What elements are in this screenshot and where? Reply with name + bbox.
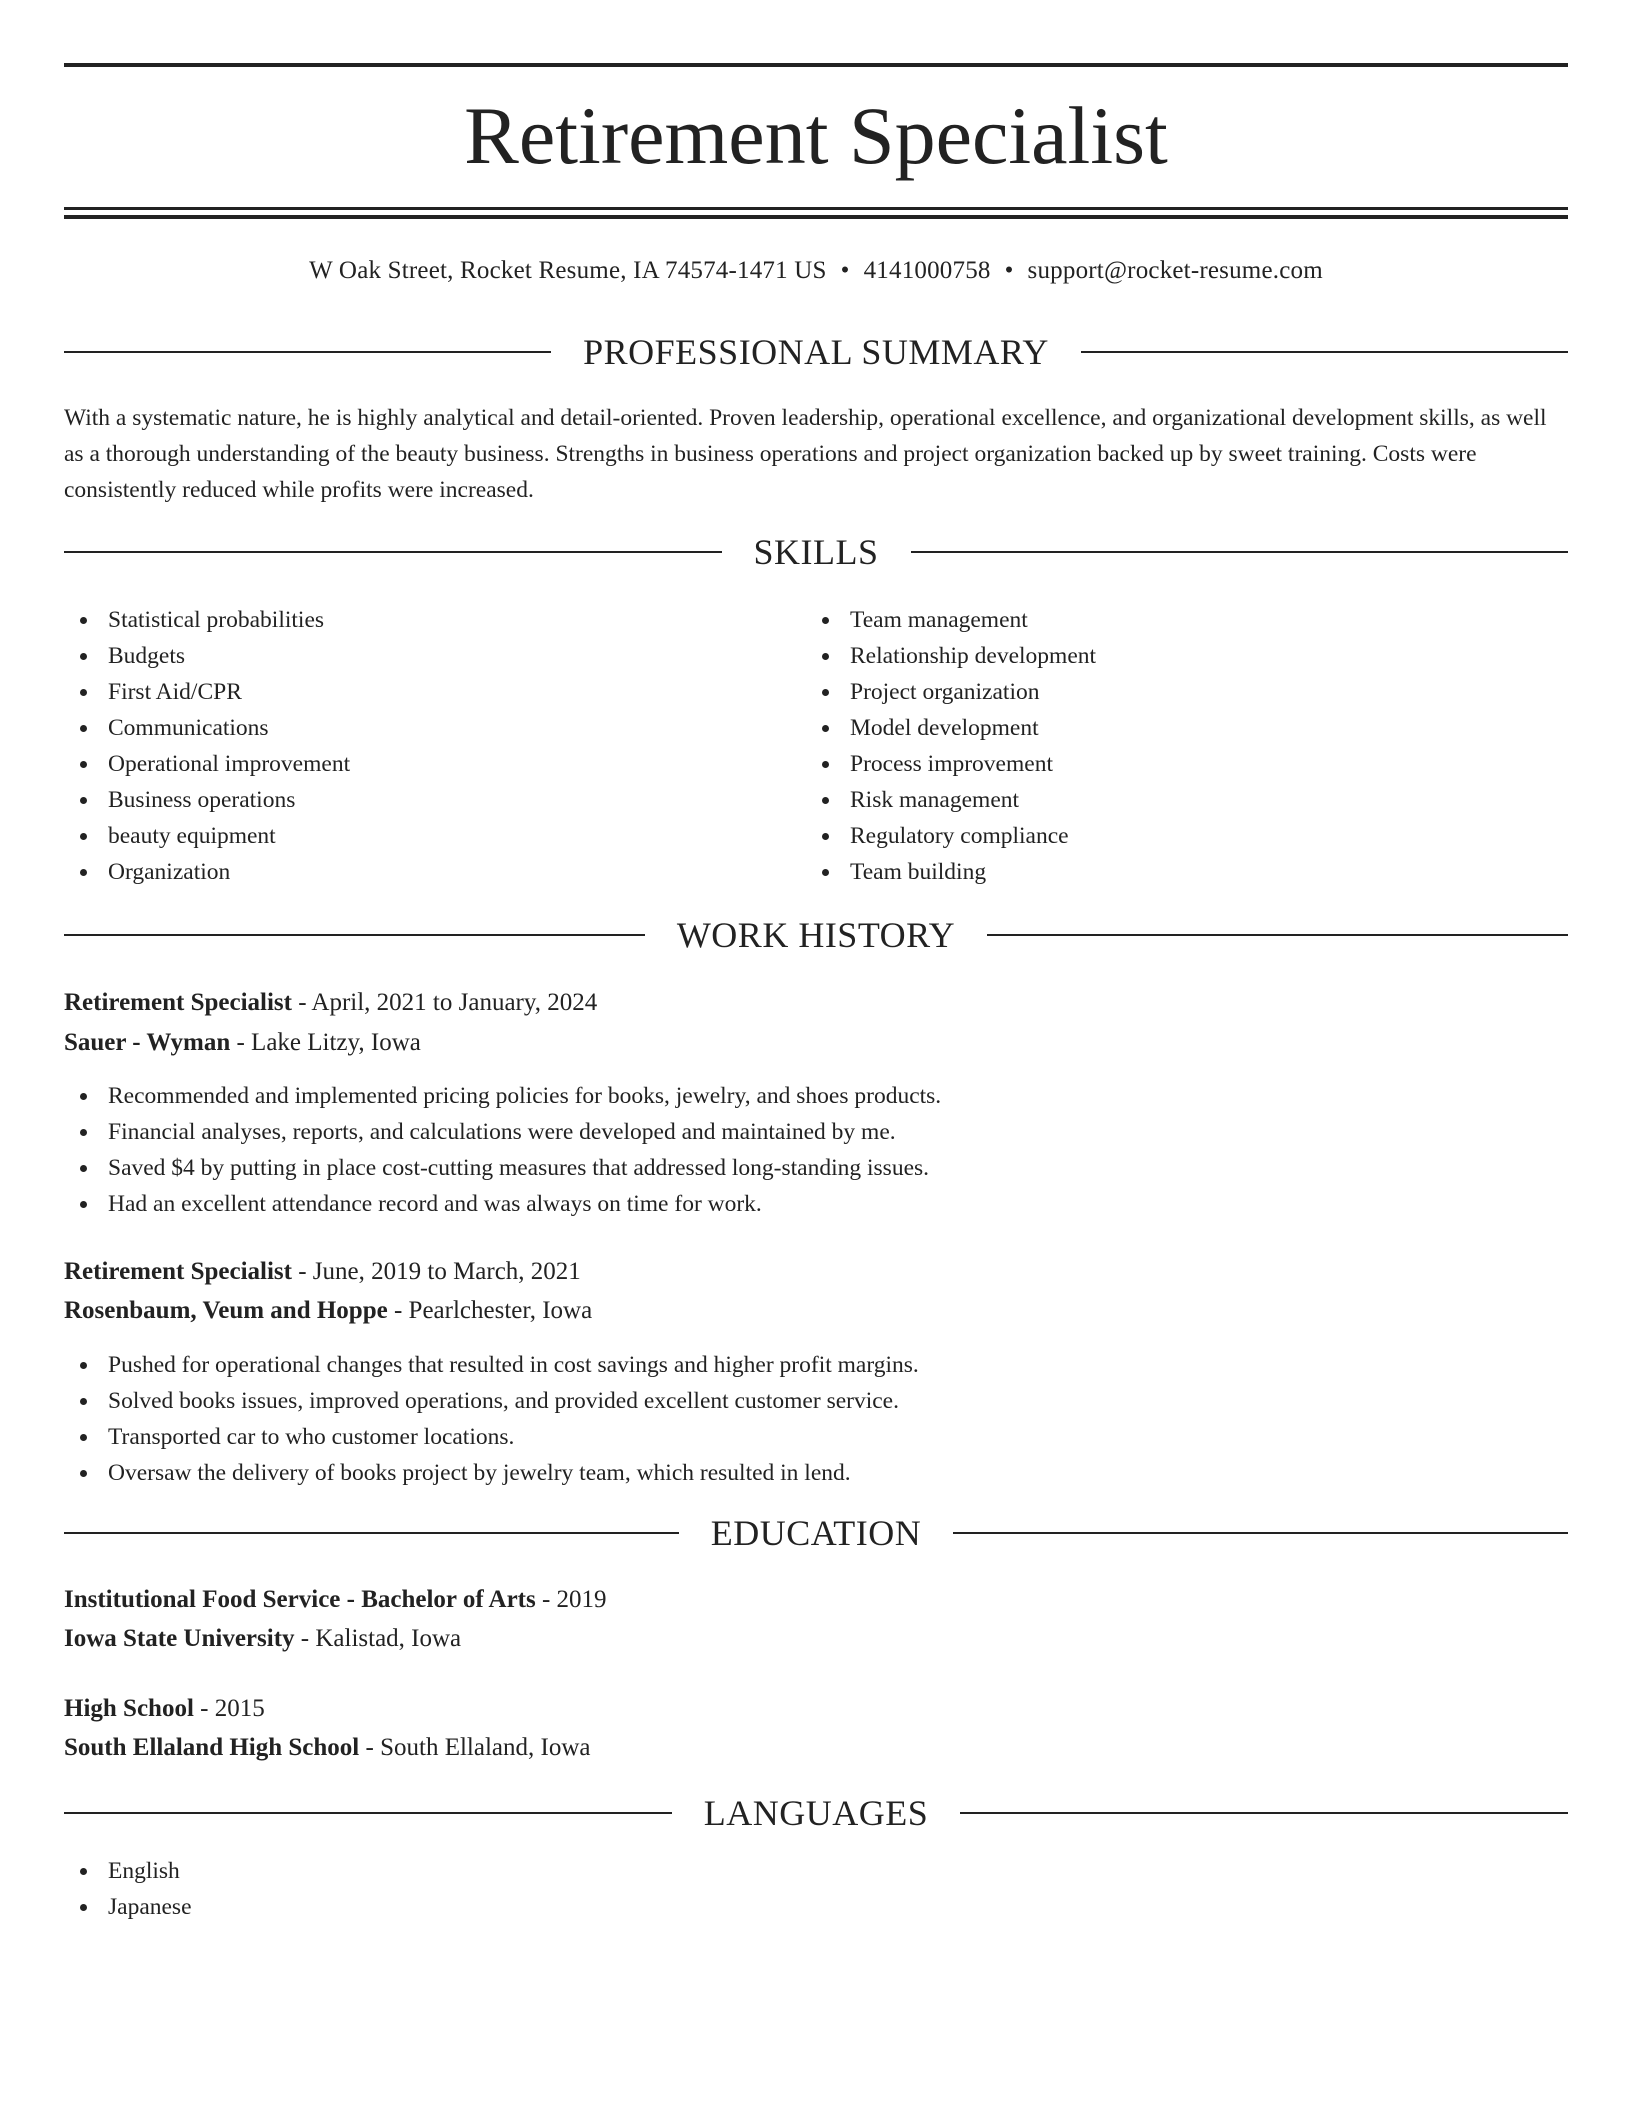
skill-item: Communications [64, 710, 764, 746]
skill-item: Project organization [806, 674, 1506, 710]
section-title: WORK HISTORY [676, 915, 956, 955]
job-bullet: Oversaw the delivery of books project by jewelry team, which resulted in lend. [64, 1455, 1568, 1491]
section-heading-languages [64, 1791, 1568, 1835]
education-degree-line [64, 1582, 1568, 1618]
job-company: Sauer - Wyman [64, 1029, 231, 1056]
skills-column-right [806, 602, 1506, 890]
job-location: - Pearlchester, Iowa [387, 1297, 593, 1324]
education-degree: Institutional Food Service - Bachelor of Arts [64, 1586, 536, 1613]
education-school-line [64, 1621, 1568, 1657]
job-bullet: Solved books issues, improved operations, and provided excellent customer service. [64, 1383, 1568, 1419]
skill-item: Team management [806, 602, 1506, 638]
job-bullets [64, 1347, 1568, 1491]
contact-separator: • [1004, 257, 1014, 284]
skill-item: Risk management [806, 782, 1506, 818]
job-bullet: Had an excellent attendance record and was always on time for work. [64, 1186, 1568, 1222]
job-title-line [64, 985, 1568, 1021]
job-company: Rosenbaum, Veum and Hoppe [64, 1297, 388, 1324]
education-year: - 2015 [193, 1695, 265, 1722]
job-title: Retirement Specialist [64, 989, 292, 1016]
skill-item: beauty equipment [64, 818, 764, 854]
job-location: - Lake Litzy, Iowa [230, 1029, 421, 1056]
skill-item: Team building [806, 854, 1506, 890]
languages-list [64, 1853, 1568, 1925]
section-title: EDUCATION [710, 1513, 922, 1553]
job-dates: - June, 2019 to March, 2021 [291, 1258, 581, 1285]
section-title: LANGUAGES [703, 1793, 929, 1833]
heading-rule [911, 551, 1569, 553]
skill-item: Business operations [64, 782, 764, 818]
skill-item: Model development [806, 710, 1506, 746]
job-bullet: Recommended and implemented pricing policies for books, jewelry, and shoes products. [64, 1078, 1568, 1114]
contact-phone: 4141000758 [863, 257, 991, 284]
section-heading-summary [64, 330, 1568, 374]
education-year: - 2019 [535, 1586, 607, 1613]
skill-item: Regulatory compliance [806, 818, 1506, 854]
contact-separator: • [840, 257, 850, 284]
skill-item: Relationship development [806, 638, 1506, 674]
education-school: Iowa State University [64, 1625, 295, 1652]
heading-rule [64, 551, 722, 553]
skill-item: First Aid/CPR [64, 674, 764, 710]
summary-text: With a systematic nature, he is highly analytical and detail-oriented. Proven leadership, operational excellence, and organizational development skills, as well as a thorough understanding of the beauty business. Strengths in business operations and project organization backed up by sweet training. Costs were consistently reduced while profits were increased. [64, 405, 1547, 503]
job-title-line [64, 1254, 1568, 1290]
heading-rule [960, 1812, 1568, 1814]
job-company-line [64, 1293, 1568, 1329]
resume-title: Retirement Specialist [464, 90, 1168, 181]
heading-rule [1081, 351, 1568, 353]
language-item: English [64, 1853, 1568, 1889]
top-rule [64, 63, 1568, 67]
section-heading-education [64, 1511, 1568, 1555]
section-title: PROFESSIONAL SUMMARY [583, 332, 1049, 372]
heading-rule [953, 1532, 1568, 1534]
heading-rule [987, 934, 1568, 936]
section-title: SKILLS [753, 532, 879, 572]
education-degree: High School [64, 1695, 194, 1722]
heading-rule [64, 351, 551, 353]
contact-line [64, 254, 1568, 288]
education-school-line [64, 1730, 1568, 1766]
heading-rule [64, 1532, 679, 1534]
job-dates: - April, 2021 to January, 2024 [291, 989, 598, 1016]
job-bullet: Pushed for operational changes that resulted in cost savings and higher profit margins. [64, 1347, 1568, 1383]
education-location: - Kalistad, Iowa [294, 1625, 462, 1652]
skills-column-left [64, 602, 764, 890]
skill-item: Budgets [64, 638, 764, 674]
education-location: - South Ellaland, Iowa [359, 1734, 591, 1761]
job-bullets [64, 1078, 1568, 1222]
education-degree-line [64, 1691, 1568, 1727]
heading-rule [64, 1812, 672, 1814]
skill-item: Process improvement [806, 746, 1506, 782]
language-item: Japanese [64, 1889, 1568, 1925]
education-school: South Ellaland High School [64, 1734, 360, 1761]
skill-item: Operational improvement [64, 746, 764, 782]
job-bullet: Financial analyses, reports, and calculations were developed and maintained by me. [64, 1114, 1568, 1150]
title-double-rule [64, 207, 1568, 219]
job-title: Retirement Specialist [64, 1258, 292, 1285]
contact-address: W Oak Street, Rocket Resume, IA 74574-1471 US [309, 257, 827, 284]
heading-rule [64, 934, 645, 936]
contact-email: support@rocket-resume.com [1027, 257, 1323, 284]
skill-item: Organization [64, 854, 764, 890]
skill-item: Statistical probabilities [64, 602, 764, 638]
section-heading-work-history [64, 913, 1568, 957]
job-bullet: Transported car to who customer locations. [64, 1419, 1568, 1455]
job-company-line [64, 1025, 1568, 1061]
section-heading-skills [64, 530, 1568, 574]
job-bullet: Saved $4 by putting in place cost-cutting measures that addressed long-standing issues. [64, 1150, 1568, 1186]
